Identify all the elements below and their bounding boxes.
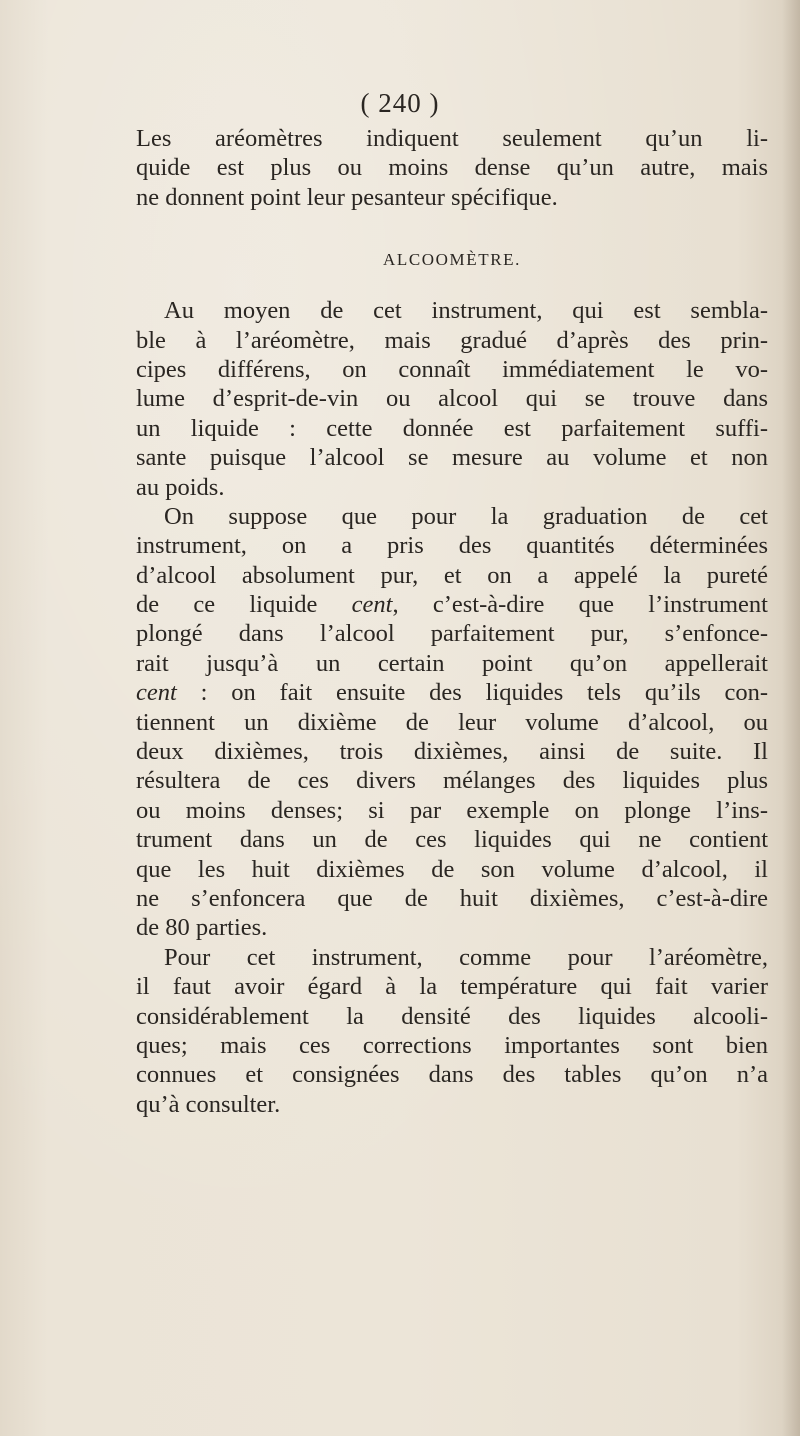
text-line: cipes différens, on connaît immédiatement le vo-: [136, 355, 768, 383]
text-line: un liquide : cette donnée est parfaitement suffi-: [136, 414, 768, 442]
text-line: de 80 parties.: [136, 914, 268, 942]
text-line: sante puisque l’alcool se mesure au volume et non: [136, 444, 768, 472]
text-line: considérablement la densité des liquides alcooli-: [136, 1002, 768, 1030]
page-text: [136, 124, 768, 1119]
text-line: deux dixièmes, trois dixièmes, ainsi de suite. Il: [136, 738, 768, 766]
text-line: lume d’esprit-de-vin ou alcool qui se trouve dans: [136, 385, 768, 413]
text-line: d’alcool absolument pur, et on a appelé la pureté: [136, 561, 768, 589]
text-line: ne donnent point leur pesanteur spécifique.: [136, 183, 558, 211]
text-line: [136, 590, 768, 619]
text-line: On suppose que pour la graduation de cet: [164, 502, 768, 530]
text-line: Les aréomètres indiquent seulement qu’un li-: [136, 125, 768, 152]
text-line: ou moins denses; si par exemple on plonge l’ins-: [136, 796, 768, 824]
text-segment: , c’est-à-dire que l’instrument: [392, 591, 768, 619]
text-segment: de ce liquide: [136, 591, 352, 619]
text-line: qu’à consulter.: [136, 1090, 281, 1118]
text-line: ques; mais ces corrections importantes sont bien: [136, 1031, 768, 1059]
text-line: ble à l’aréomètre, mais gradué d’après des prin-: [136, 326, 768, 354]
text-line: ne s’enfoncera que de huit dixièmes, c’est-à-dire: [136, 884, 768, 912]
text-line: instrument, on a pris des quantités déterminées: [136, 532, 768, 560]
page-number: ( 240 ): [360, 88, 440, 118]
paragraph-areometres: [136, 124, 768, 212]
text-line: connues et consignées dans des tables qu’on n’a: [136, 1061, 768, 1089]
italic-word: cent: [351, 591, 393, 619]
paragraph-graduation: [136, 502, 768, 943]
section-heading: ALCOOMÈTRE.: [382, 250, 521, 270]
text-line: Pour cet instrument, comme pour l’aréomètre,: [164, 943, 768, 971]
text-line: tiennent un dixième de leur volume d’alcool, ou: [136, 708, 768, 736]
text-line: au poids.: [136, 473, 225, 501]
italic-word: cent: [136, 679, 177, 707]
paragraph-temperature: [136, 943, 768, 1119]
text-line: rait jusqu’à un certain point qu’on appellerait: [136, 649, 768, 677]
paragraph-alcoometre-intro: [136, 296, 768, 502]
text-line: que les huit dixièmes de son volume d’alcool, il: [136, 855, 768, 883]
text-segment: : on fait ensuite des liquides tels qu’ils con-: [176, 679, 768, 707]
text-line: [136, 678, 768, 707]
text-line: plongé dans l’alcool parfaitement pur, s’enfonce-: [136, 620, 768, 648]
text-line: quide est plus ou moins dense qu’un autre, mais: [136, 154, 768, 182]
text-line: résultera de ces divers mélanges des liquides plus: [136, 767, 768, 795]
text-line: trument dans un de ces liquides qui ne contient: [136, 826, 768, 854]
text-line: Au moyen de cet instrument, qui est sembla-: [164, 297, 768, 325]
text-line: il faut avoir égard à la température qui fait varier: [136, 973, 768, 1001]
page-edge-shadow: [782, 0, 800, 1436]
